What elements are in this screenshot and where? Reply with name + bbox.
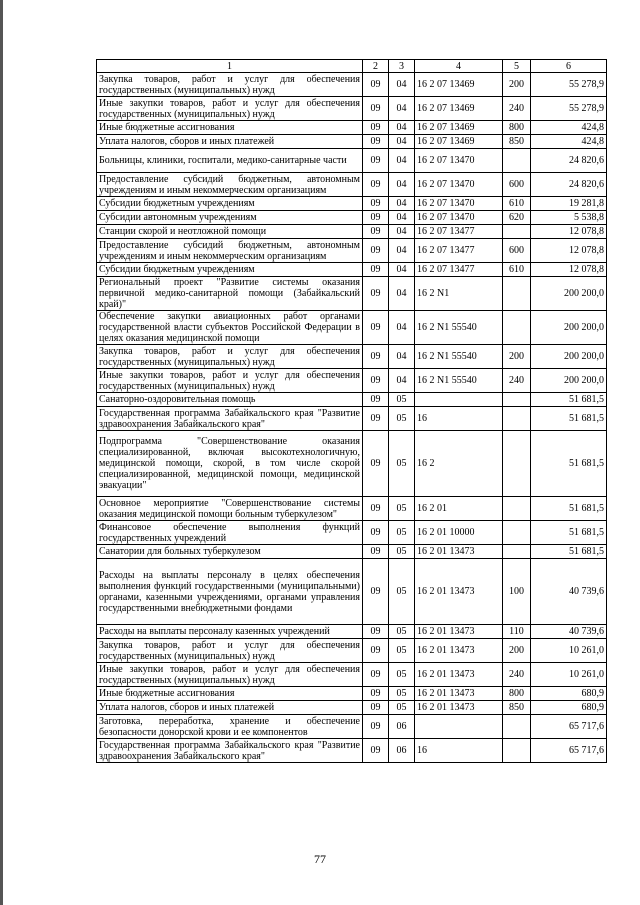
table-row [97,715,607,739]
cell-c4: 16 2 07 13469 [415,135,503,149]
cell-c5: 800 [503,121,531,135]
cell-c6: 51 681,5 [531,393,607,407]
cell-c4: 16 2 01 13473 [415,559,503,625]
table-row [97,97,607,121]
cell-c4: 16 2 01 13473 [415,625,503,639]
col-header-6: 6 [531,60,607,73]
cell-c3: 04 [389,135,415,149]
cell-name: Иные бюджетные ассигнования [97,121,363,135]
cell-c3: 04 [389,97,415,121]
cell-c6: 200 200,0 [531,277,607,311]
cell-c3: 05 [389,521,415,545]
cell-name: Санатории для больных туберкулезом [97,545,363,559]
cell-c3: 05 [389,701,415,715]
cell-c3: 04 [389,197,415,211]
cell-c5: 610 [503,263,531,277]
cell-c3: 06 [389,715,415,739]
table-body [97,73,607,763]
cell-c3: 04 [389,239,415,263]
cell-c5: 610 [503,197,531,211]
table-row [97,625,607,639]
cell-c5 [503,545,531,559]
cell-c4: 16 2 07 13477 [415,225,503,239]
cell-c4: 16 2 N1 55540 [415,311,503,345]
cell-c2: 09 [363,345,389,369]
cell-c4: 16 2 07 13469 [415,73,503,97]
cell-c5: 200 [503,73,531,97]
cell-c2: 09 [363,149,389,173]
cell-c3: 05 [389,407,415,431]
cell-c4 [415,393,503,407]
cell-c5: 240 [503,97,531,121]
cell-c3: 05 [389,687,415,701]
table-row [97,225,607,239]
cell-c2: 09 [363,687,389,701]
cell-c4: 16 2 07 13470 [415,197,503,211]
cell-c6: 24 820,6 [531,173,607,197]
cell-c6: 24 820,6 [531,149,607,173]
cell-c3: 06 [389,739,415,763]
cell-c5: 600 [503,173,531,197]
cell-c3: 05 [389,559,415,625]
cell-c5 [503,149,531,173]
cell-c2: 09 [363,225,389,239]
cell-name: Иные бюджетные ассигнования [97,687,363,701]
cell-c4 [415,715,503,739]
cell-c6: 55 278,9 [531,73,607,97]
cell-c6: 51 681,5 [531,431,607,497]
table-row [97,521,607,545]
col-header-1: 1 [97,60,363,73]
cell-name: Субсидии бюджетным учреждениям [97,263,363,277]
cell-c3: 04 [389,225,415,239]
cell-c2: 09 [363,701,389,715]
cell-c4: 16 2 N1 [415,277,503,311]
cell-c3: 04 [389,173,415,197]
header-row [97,60,607,73]
cell-c5 [503,393,531,407]
cell-c4: 16 2 01 13473 [415,639,503,663]
cell-c4: 16 2 01 13473 [415,701,503,715]
cell-c3: 04 [389,311,415,345]
cell-name: Расходы на выплаты персоналу казенных учреждений [97,625,363,639]
table-row [97,369,607,393]
col-header-2: 2 [363,60,389,73]
cell-c2: 09 [363,97,389,121]
cell-name: Станции скорой и неотложной помощи [97,225,363,239]
cell-c6: 5 538,8 [531,211,607,225]
cell-c4: 16 2 [415,431,503,497]
cell-c6: 200 200,0 [531,311,607,345]
cell-name: Закупка товаров, работ и услуг для обеспечения государственных (муниципальных) нужд [97,345,363,369]
table-row [97,739,607,763]
cell-c3: 04 [389,73,415,97]
cell-c6: 65 717,6 [531,715,607,739]
cell-c2: 09 [363,263,389,277]
cell-c5 [503,225,531,239]
cell-c2: 09 [363,173,389,197]
cell-c4: 16 2 07 13470 [415,149,503,173]
table-row [97,545,607,559]
cell-c6: 51 681,5 [531,521,607,545]
cell-c5: 600 [503,239,531,263]
cell-name: Финансовое обеспечение выполнения функций государственных учреждений [97,521,363,545]
cell-c5: 100 [503,559,531,625]
cell-c6: 65 717,6 [531,739,607,763]
cell-name: Региональный проект "Развитие системы оказания первичной медико-санитарной помощи (Забайкальский край)" [97,277,363,311]
table-row [97,497,607,521]
cell-c5 [503,497,531,521]
cell-c2: 09 [363,663,389,687]
cell-c6: 680,9 [531,701,607,715]
cell-c3: 05 [389,431,415,497]
col-header-4: 4 [415,60,503,73]
cell-c4: 16 2 N1 55540 [415,369,503,393]
cell-name: Закупка товаров, работ и услуг для обеспечения государственных (муниципальных) нужд [97,73,363,97]
cell-c3: 05 [389,545,415,559]
cell-c5: 200 [503,639,531,663]
cell-c2: 09 [363,277,389,311]
table-row [97,311,607,345]
cell-c6: 12 078,8 [531,239,607,263]
cell-c3: 05 [389,497,415,521]
cell-c2: 09 [363,311,389,345]
col-header-5: 5 [503,60,531,73]
cell-c4: 16 2 07 13469 [415,97,503,121]
cell-c6: 680,9 [531,687,607,701]
cell-c6: 200 200,0 [531,369,607,393]
cell-c6: 40 739,6 [531,625,607,639]
cell-name: Подпрограмма "Совершенствование оказания специализированной, включая высокотехнологичную, медицинской помощи, скорой, в том числе скорой специализированной, медицинской помощи, медицинской эвакуации" [97,431,363,497]
cell-c2: 09 [363,521,389,545]
cell-c5: 620 [503,211,531,225]
table-row [97,639,607,663]
cell-c2: 09 [363,197,389,211]
cell-c2: 09 [363,239,389,263]
cell-c4: 16 2 01 13473 [415,687,503,701]
cell-c2: 09 [363,407,389,431]
cell-c5: 850 [503,701,531,715]
cell-name: Иные закупки товаров, работ и услуг для обеспечения государственных (муниципальных) нужд [97,97,363,121]
cell-c2: 09 [363,559,389,625]
cell-name: Субсидии бюджетным учреждениям [97,197,363,211]
cell-c3: 04 [389,277,415,311]
table-row [97,277,607,311]
cell-c6: 10 261,0 [531,663,607,687]
cell-c6: 12 078,8 [531,225,607,239]
cell-c5 [503,715,531,739]
cell-c6: 40 739,6 [531,559,607,625]
cell-c5 [503,739,531,763]
cell-c2: 09 [363,625,389,639]
cell-c2: 09 [363,73,389,97]
cell-c5: 110 [503,625,531,639]
cell-c4: 16 2 N1 55540 [415,345,503,369]
cell-c2: 09 [363,121,389,135]
cell-name: Санаторно-оздоровительная помощь [97,393,363,407]
cell-c3: 05 [389,663,415,687]
cell-c6: 51 681,5 [531,545,607,559]
cell-c3: 05 [389,393,415,407]
table-row [97,559,607,625]
scan-edge [0,0,3,905]
table-row [97,263,607,277]
table-row [97,149,607,173]
cell-c6: 424,8 [531,121,607,135]
table-row [97,431,607,497]
cell-name: Государственная программа Забайкальского края "Развитие здравоохранения Забайкальского края" [97,739,363,763]
table-row [97,197,607,211]
cell-c6: 19 281,8 [531,197,607,211]
cell-name: Расходы на выплаты персоналу в целях обеспечения выполнения функций государственными (муниципальными) органами, казенными учреждениями, органами управления государственными внебюджетными фондами [97,559,363,625]
cell-c5 [503,407,531,431]
cell-c4: 16 2 07 13477 [415,239,503,263]
cell-c4: 16 2 01 13473 [415,663,503,687]
cell-c3: 04 [389,211,415,225]
table-row [97,211,607,225]
cell-c6: 51 681,5 [531,407,607,431]
table-row [97,135,607,149]
cell-c5: 240 [503,663,531,687]
cell-c5 [503,521,531,545]
cell-name: Предоставление субсидий бюджетным, автономным учреждениям и иным некоммерческим организациям [97,239,363,263]
cell-c2: 09 [363,545,389,559]
cell-c2: 09 [363,211,389,225]
cell-c3: 04 [389,121,415,135]
cell-name: Обеспечение закупки авиационных работ органами государственной власти субъектов Российской Федерации в целях оказания медицинской помощи [97,311,363,345]
cell-name: Иные закупки товаров, работ и услуг для обеспечения государственных (муниципальных) нужд [97,663,363,687]
table-row [97,393,607,407]
table-row [97,701,607,715]
cell-c2: 09 [363,497,389,521]
budget-table [96,59,607,763]
cell-c3: 04 [389,149,415,173]
table-row [97,239,607,263]
cell-c6: 55 278,9 [531,97,607,121]
cell-name: Иные закупки товаров, работ и услуг для обеспечения государственных (муниципальных) нужд [97,369,363,393]
table-row [97,73,607,97]
table-row [97,173,607,197]
cell-c5 [503,277,531,311]
table-row [97,345,607,369]
cell-c4: 16 2 07 13470 [415,173,503,197]
cell-name: Закупка товаров, работ и услуг для обеспечения государственных (муниципальных) нужд [97,639,363,663]
cell-c2: 09 [363,739,389,763]
cell-name: Государственная программа Забайкальского края "Развитие здравоохранения Забайкальского края" [97,407,363,431]
cell-c2: 09 [363,369,389,393]
cell-c2: 09 [363,639,389,663]
cell-name: Субсидии автономным учреждениям [97,211,363,225]
cell-c3: 04 [389,369,415,393]
cell-c4: 16 2 01 [415,497,503,521]
cell-c4: 16 2 07 13477 [415,263,503,277]
cell-c6: 12 078,8 [531,263,607,277]
cell-c2: 09 [363,135,389,149]
cell-c6: 51 681,5 [531,497,607,521]
cell-name: Больницы, клиники, госпитали, медико-санитарные части [97,149,363,173]
table-row [97,663,607,687]
cell-c3: 05 [389,625,415,639]
cell-name: Заготовка, переработка, хранение и обеспечение безопасности донорской крови и ее компонентов [97,715,363,739]
cell-c5: 800 [503,687,531,701]
cell-c5 [503,431,531,497]
table-row [97,121,607,135]
cell-name: Уплата налогов, сборов и иных платежей [97,135,363,149]
cell-name: Предоставление субсидий бюджетным, автономным учреждениям и иным некоммерческим организациям [97,173,363,197]
cell-c3: 04 [389,345,415,369]
cell-c4: 16 2 01 13473 [415,545,503,559]
cell-c2: 09 [363,431,389,497]
cell-c4: 16 2 01 10000 [415,521,503,545]
cell-c6: 424,8 [531,135,607,149]
cell-c3: 04 [389,263,415,277]
cell-c4: 16 [415,407,503,431]
cell-c6: 200 200,0 [531,345,607,369]
cell-c4: 16 [415,739,503,763]
cell-c5: 200 [503,345,531,369]
cell-c6: 10 261,0 [531,639,607,663]
cell-c4: 16 2 07 13469 [415,121,503,135]
col-header-3: 3 [389,60,415,73]
cell-c5: 240 [503,369,531,393]
cell-c5 [503,311,531,345]
cell-name: Основное мероприятие "Совершенствование системы оказания медицинской помощи больным туберкулезом" [97,497,363,521]
cell-c2: 09 [363,715,389,739]
table-row [97,407,607,431]
cell-c5: 850 [503,135,531,149]
cell-name: Уплата налогов, сборов и иных платежей [97,701,363,715]
cell-c2: 09 [363,393,389,407]
table-row [97,687,607,701]
page-number: 77 [314,852,326,866]
cell-c4: 16 2 07 13470 [415,211,503,225]
cell-c3: 05 [389,639,415,663]
